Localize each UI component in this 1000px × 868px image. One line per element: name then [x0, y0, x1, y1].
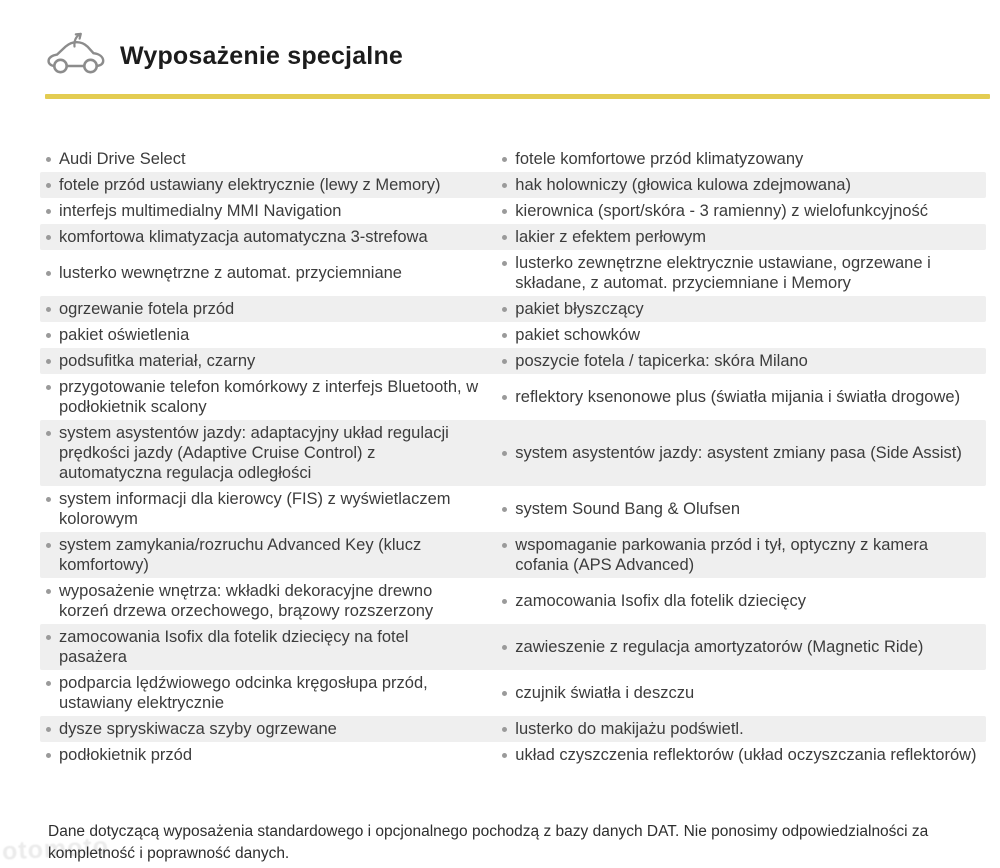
equipment-item: [44, 263, 478, 283]
bullet-icon: [502, 645, 507, 650]
equipment-item: [44, 581, 478, 621]
yellow-divider: [45, 94, 990, 99]
bullet-icon: [46, 209, 51, 214]
equipment-item: [44, 175, 478, 195]
equipment-item-label: dysze spryskiwacza szyby ogrzewane: [59, 720, 337, 738]
page-header: [0, 0, 1000, 83]
equipment-row: [40, 198, 986, 224]
equipment-item-label: system asystentów jazdy: adaptacyjny układ regulacji prędkości jazdy (Adaptive Cruise Control) z automatyczna regulacja odległości: [59, 424, 449, 482]
equipment-item-label: system informacji dla kierowcy (FIS) z wyświetlaczem kolorowym: [59, 490, 451, 528]
bullet-icon: [502, 691, 507, 696]
equipment-item-label: ogrzewanie fotela przód: [59, 300, 235, 318]
equipment-list: [40, 146, 986, 768]
equipment-row: [40, 742, 986, 768]
equipment-row: [40, 716, 986, 742]
bullet-icon: [502, 753, 507, 758]
equipment-item: [500, 535, 978, 575]
equipment-item: [500, 299, 978, 319]
equipment-item-label: zawieszenie z regulacja amortyzatorów (Magnetic Ride): [515, 638, 924, 656]
equipment-item-label: lusterko do makijażu podświetl.: [515, 720, 744, 738]
bullet-icon: [46, 271, 51, 276]
page-title: Wyposażenie specjalne: [120, 42, 404, 70]
page-footer: [1, 821, 970, 866]
equipment-item-label: fotele przód ustawiany elektrycznie (lewy z Memory): [59, 176, 441, 194]
equipment-item: [500, 443, 978, 463]
equipment-row: [40, 624, 986, 670]
equipment-row: [40, 224, 986, 250]
equipment-item-label: podłokietnik przód: [59, 746, 192, 764]
equipment-row: [40, 296, 986, 322]
bullet-icon: [502, 235, 507, 240]
equipment-item: [44, 745, 478, 765]
equipment-item: [44, 299, 478, 319]
equipment-item-label: pakiet oświetlenia: [59, 326, 190, 344]
equipment-item: [500, 227, 978, 247]
bullet-icon: [46, 497, 51, 502]
equipment-item-label: fotele komfortowe przód klimatyzowany: [515, 150, 804, 168]
bullet-icon: [502, 157, 507, 162]
equipment-item-label: hak holowniczy (głowica kulowa zdejmowana): [515, 176, 851, 194]
equipment-item-label: pakiet schowków: [515, 326, 641, 344]
equipment-item-label: interfejs multimedialny MMI Navigation: [59, 202, 342, 220]
bullet-icon: [502, 507, 507, 512]
equipment-item: [500, 591, 978, 611]
equipment-row: [40, 322, 986, 348]
watermark: otomoto: [1, 832, 110, 866]
bullet-icon: [502, 543, 507, 548]
bullet-icon: [46, 235, 51, 240]
equipment-row: [40, 348, 986, 374]
bullet-icon: [46, 589, 51, 594]
equipment-row: [40, 670, 986, 716]
equipment-item: [500, 719, 978, 739]
equipment-row: [40, 578, 986, 624]
equipment-item-label: kierownica (sport/skóra - 3 ramienny) z wielofunkcyjność: [515, 202, 928, 220]
equipment-item-label: lusterko wewnętrzne z automat. przyciemniane: [59, 264, 402, 282]
equipment-item: [500, 351, 978, 371]
equipment-item: [44, 423, 478, 483]
equipment-row: [40, 146, 986, 172]
bullet-icon: [46, 543, 51, 548]
equipment-item-label: układ czyszczenia reflektorów (układ oczyszczania reflektorów): [515, 746, 977, 764]
equipment-item: [500, 745, 978, 765]
equipment-item-label: komfortowa klimatyzacja automatyczna 3-strefowa: [59, 228, 428, 246]
bullet-icon: [502, 307, 507, 312]
bullet-icon: [46, 157, 51, 162]
bullet-icon: [46, 727, 51, 732]
equipment-item: [500, 499, 978, 519]
equipment-item-label: poszycie fotela / tapicerka: skóra Milano: [515, 352, 808, 370]
bullet-icon: [502, 209, 507, 214]
equipment-item-label: wspomaganie parkowania przód i tył, optyczny z kamera cofania (APS Advanced): [515, 536, 928, 574]
bullet-icon: [502, 261, 507, 266]
equipment-item: [500, 683, 978, 703]
equipment-row: [40, 532, 986, 578]
bullet-icon: [46, 753, 51, 758]
equipment-item: [44, 149, 478, 169]
bullet-icon: [46, 359, 51, 364]
equipment-item: [44, 377, 478, 417]
bullet-icon: [502, 599, 507, 604]
equipment-item-label: system Sound Bang & Olufsen: [515, 500, 741, 518]
equipment-row: [40, 250, 986, 296]
equipment-item: [500, 149, 978, 169]
equipment-item: [500, 387, 978, 407]
bullet-icon: [502, 333, 507, 338]
equipment-item-label: czujnik światła i deszczu: [515, 684, 695, 702]
equipment-item: [44, 325, 478, 345]
equipment-row: [40, 420, 986, 486]
equipment-item-label: podsufitka materiał, czarny: [59, 352, 256, 370]
equipment-item-label: wyposażenie wnętrza: wkładki dekoracyjne drewno korzeń drzewa orzechowego, brązowy rozszerzony: [59, 582, 434, 620]
bullet-icon: [46, 681, 51, 686]
bullet-icon: [502, 727, 507, 732]
equipment-item: [44, 627, 478, 667]
equipment-item-label: Audi Drive Select: [59, 150, 186, 168]
bullet-icon: [46, 431, 51, 436]
bullet-icon: [46, 333, 51, 338]
equipment-item-label: zamocowania Isofix dla fotelik dziecięcy: [515, 592, 807, 610]
equipment-item: [500, 325, 978, 345]
equipment-item: [44, 719, 478, 739]
equipment-item-label: lakier z efektem perłowym: [515, 228, 707, 246]
equipment-item: [44, 351, 478, 371]
equipment-item-label: podparcia lędźwiowego odcinka kręgosłupa przód, ustawiany elektrycznie: [59, 674, 428, 712]
equipment-item-label: system zamykania/rozruchu Advanced Key (klucz komfortowy): [59, 536, 422, 574]
equipment-item: [500, 175, 978, 195]
bullet-icon: [46, 183, 51, 188]
car-icon: [46, 30, 106, 83]
equipment-item: [500, 201, 978, 221]
equipment-item-label: zamocowania Isofix dla fotelik dziecięcy na fotel pasażera: [59, 628, 409, 666]
bullet-icon: [502, 183, 507, 188]
equipment-row: [40, 486, 986, 532]
bullet-icon: [502, 395, 507, 400]
bullet-icon: [46, 635, 51, 640]
bullet-icon: [46, 307, 51, 312]
equipment-item-label: system asystentów jazdy: asystent zmiany pasa (Side Assist): [515, 444, 962, 462]
equipment-item: [44, 201, 478, 221]
equipment-row: [40, 172, 986, 198]
equipment-item: [500, 253, 978, 293]
equipment-item: [44, 673, 478, 713]
equipment-item-label: lusterko zewnętrzne elektrycznie ustawiane, ogrzewane i składane, z automat. przyciemniane i Memory: [515, 254, 931, 292]
bullet-icon: [502, 359, 507, 364]
equipment-item-label: pakiet błyszczący: [515, 300, 644, 318]
equipment-item: [500, 637, 978, 657]
bullet-icon: [502, 451, 507, 456]
equipment-item-label: przygotowanie telefon komórkowy z interfejs Bluetooth, w podłokietnik scalony: [59, 378, 479, 416]
equipment-item-label: reflektory ksenonowe plus (światła mijania i światła drogowe): [515, 388, 961, 406]
bullet-icon: [46, 385, 51, 390]
disclaimer-text: Dane dotyczącą wyposażenia standardowego i opcjonalnego pochodzą z bazy danych DAT. Nie ponosimy odpowiedzialności za kompletność i poprawność danych.: [48, 823, 929, 862]
equipment-item: [44, 535, 478, 575]
equipment-item: [44, 489, 478, 529]
equipment-item: [44, 227, 478, 247]
equipment-row: [40, 374, 986, 420]
